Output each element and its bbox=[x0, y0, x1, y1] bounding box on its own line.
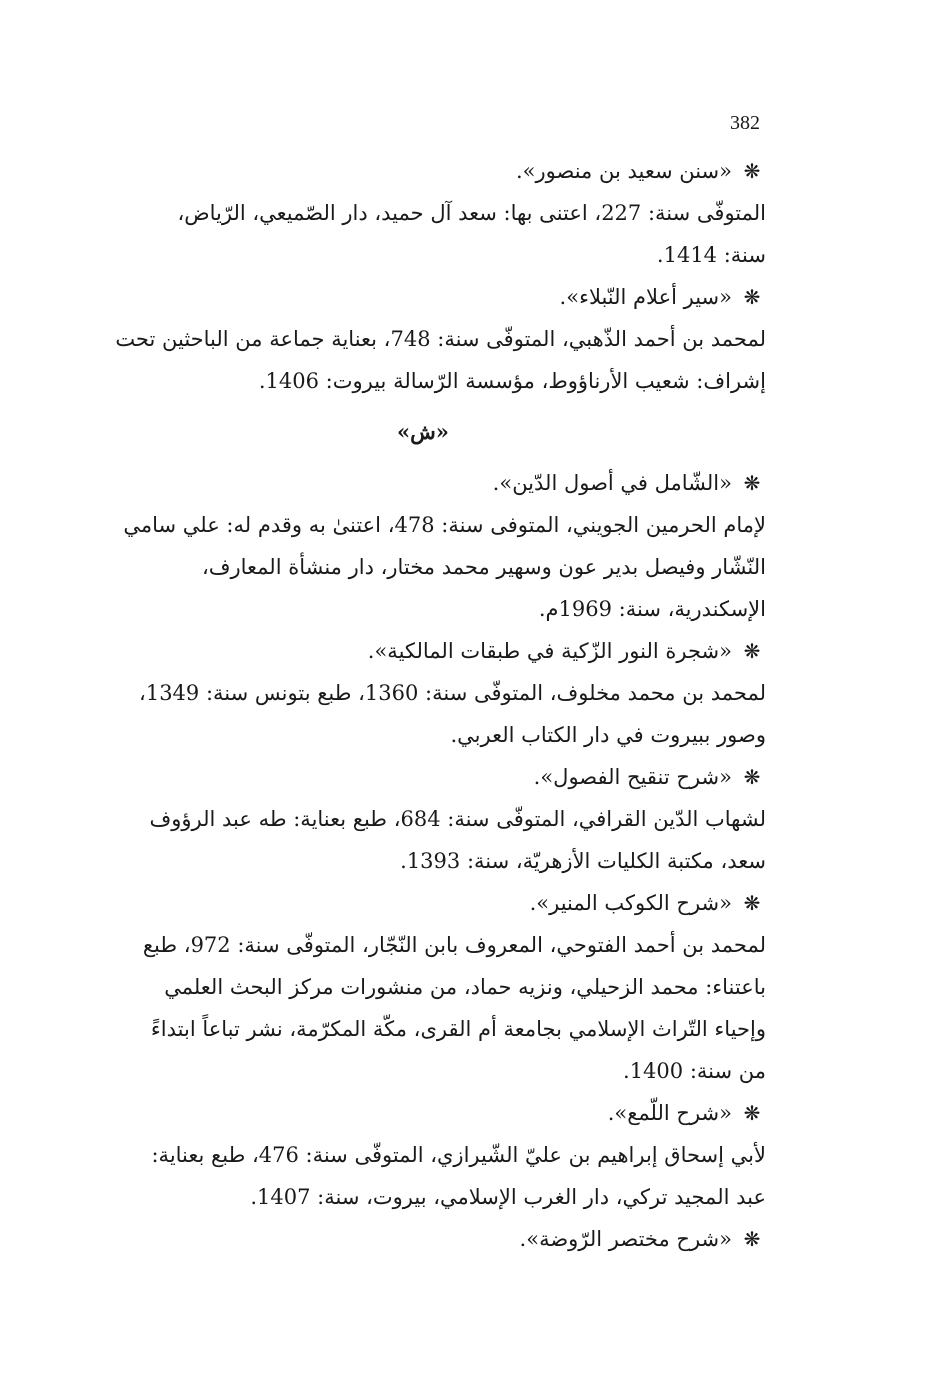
bullet-star-icon: ❋ bbox=[743, 159, 761, 183]
entry-detail-line: إشراف: شعيب الأرناؤوط، مؤسسة الرّسالة بيروت: 1406. bbox=[258, 369, 766, 393]
bibliography-entry bbox=[74, 756, 772, 882]
entry-title: «شرح تنقيح الفصول». bbox=[533, 765, 732, 789]
bibliography-entry bbox=[74, 882, 772, 1092]
entry-title: «شرح اللّمع». bbox=[607, 1101, 732, 1125]
entry-detail-line: لأبي إسحاق إبراهيم بن عليّ الشّيرازي، المتوفّى سنة: 476، طبع بعناية: bbox=[151, 1143, 766, 1167]
bullet-star-icon: ❋ bbox=[743, 639, 761, 663]
bullet-star-icon: ❋ bbox=[743, 471, 761, 495]
bibliography-entry bbox=[74, 276, 772, 402]
entry-detail-line: المتوفّى سنة: 227، اعتنى بها: سعد آل حميد، دار الصّميعي، الرّياض، bbox=[177, 201, 766, 225]
bullet-star-icon: ❋ bbox=[743, 285, 761, 309]
bullet-star-icon: ❋ bbox=[743, 1101, 761, 1125]
bibliography-entry bbox=[74, 1092, 772, 1218]
bibliography-entry bbox=[74, 150, 772, 276]
entry-title: «شرح مختصر الرّوضة». bbox=[519, 1227, 732, 1251]
entry-detail-line: لشهاب الدّين القرافي، المتوفّى سنة: 684، طبع بعناية: طه عبد الرؤوف bbox=[149, 807, 766, 831]
bullet-star-icon: ❋ bbox=[743, 891, 761, 915]
bullet-star-icon: ❋ bbox=[743, 765, 761, 789]
entry-detail-line: لإمام الحرمين الجويني، المتوفى سنة: 478، اعتنىٰ به وقدم له: علي سامي bbox=[123, 513, 766, 537]
entry-detail-line: سنة: 1414. bbox=[656, 243, 766, 267]
entry-detail-line: عبد المجيد تركي، دار الغرب الإسلامي، بيروت، سنة: 1407. bbox=[250, 1185, 766, 1209]
entry-detail-line: من سنة: 1400. bbox=[623, 1059, 766, 1083]
entry-detail-line: باعتناء: محمد الزحيلي، ونزيه حماد، من منشورات مركز البحث العلمي bbox=[164, 975, 766, 999]
entry-title-line bbox=[74, 276, 772, 318]
entries-after-section bbox=[74, 462, 772, 1260]
entry-title-line bbox=[74, 882, 772, 924]
bibliography-entry bbox=[74, 462, 772, 630]
page-number: 382 bbox=[730, 112, 760, 134]
entry-title: «شرح الكوكب المنير». bbox=[529, 891, 732, 915]
entry-title-line bbox=[74, 150, 772, 192]
entry-title-line bbox=[74, 1092, 772, 1134]
bibliography-entry bbox=[74, 1218, 772, 1260]
section-heading: «ش» bbox=[397, 419, 449, 444]
entry-title-line bbox=[74, 630, 772, 672]
entry-title: «سير أعلام النّبلاء». bbox=[559, 285, 732, 309]
entry-detail-line: وإحياء التّراث الإسلامي بجامعة أم القرى، مكّة المكرّمة، نشر تباعاً ابتداءً bbox=[150, 1017, 766, 1041]
entry-detail-line: لمحمد بن أحمد الذّهبي، المتوفّى سنة: 748، بعناية جماعة من الباحثين تحت bbox=[115, 327, 766, 351]
entry-detail-line: سعد، مكتبة الكليات الأزهريّة، سنة: 1393. bbox=[400, 849, 766, 873]
entry-title: «سنن سعيد بن منصور». bbox=[515, 159, 732, 183]
bullet-star-icon: ❋ bbox=[743, 1227, 761, 1251]
entry-title-line bbox=[74, 756, 772, 798]
entry-title-line bbox=[74, 1218, 772, 1260]
bibliography-entry bbox=[74, 630, 772, 756]
entry-title: «الشّامل في أصول الدّين». bbox=[492, 471, 732, 495]
bibliography-page bbox=[74, 150, 772, 1260]
entry-detail-line: لمحمد بن محمد مخلوف، المتوفّى سنة: 1360، طبع بتونس سنة: 1349، bbox=[139, 681, 766, 705]
entry-title: «شجرة النور الزّكية في طبقات المالكية». bbox=[367, 639, 732, 663]
entry-detail-line: وصور ببيروت في دار الكتاب العربي. bbox=[450, 723, 766, 747]
entries-before-section bbox=[74, 150, 772, 402]
entry-detail-line: النّشّار وفيصل بدير عون وسهير محمد مختار، دار منشأة المعارف، bbox=[201, 555, 766, 579]
entry-title-line bbox=[74, 462, 772, 504]
entry-detail-line: لمحمد بن أحمد الفتوحي، المعروف بابن النّجّار، المتوفّى سنة: 972، طبع bbox=[142, 933, 766, 957]
entry-detail-line: الإسكندرية، سنة: 1969م. bbox=[538, 597, 766, 621]
